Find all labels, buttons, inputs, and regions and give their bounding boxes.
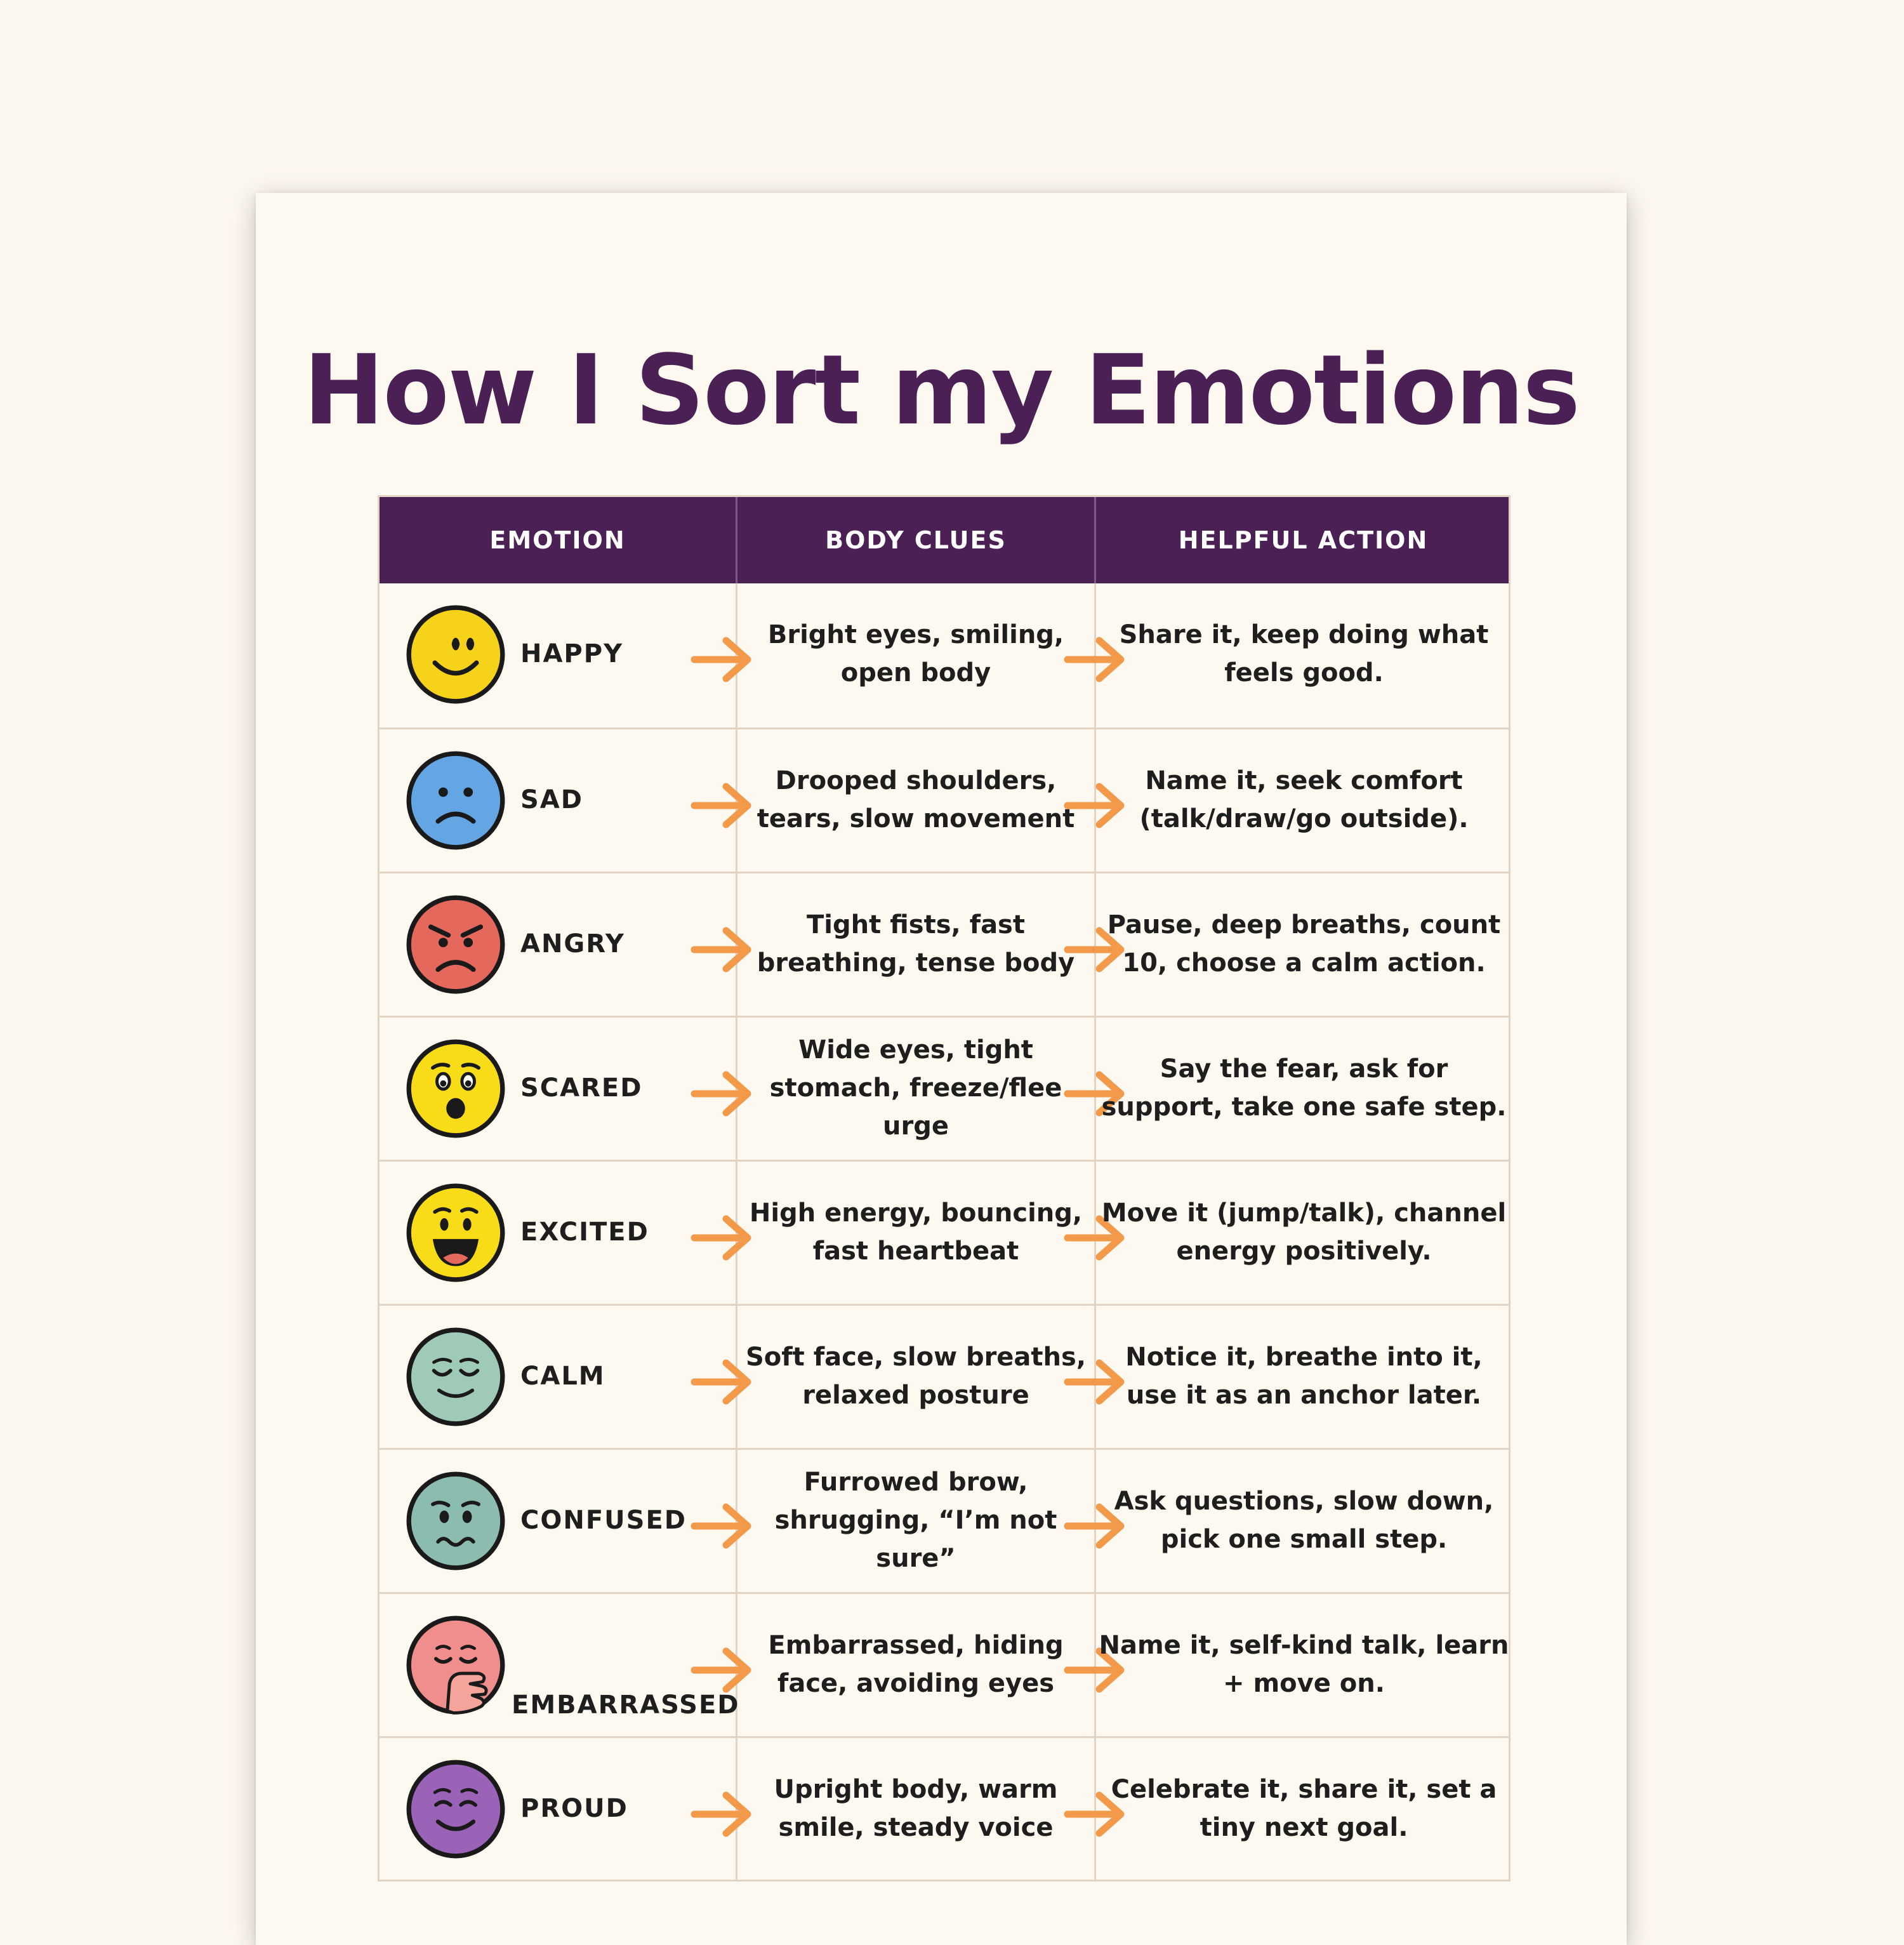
- body-clues-cell: Upright body, warm smile, steady voice: [774, 1775, 1058, 1842]
- helpful-action-cell: Notice it, breathe into it, use it as an anchor later.: [1125, 1343, 1483, 1410]
- proud-face-icon: [404, 1757, 508, 1861]
- excited-face-icon: [404, 1181, 508, 1285]
- emotion-label: CALM: [520, 1362, 605, 1391]
- column-header-helpful-action: HELPFUL ACTION: [1178, 526, 1429, 554]
- helpful-action-cell: Say the fear, ask for support, take one safe step.: [1101, 1054, 1507, 1122]
- emotion-label: HAPPY: [520, 639, 624, 668]
- emotion-label: EXCITED: [520, 1218, 649, 1247]
- table-row: [380, 1016, 1509, 1160]
- body-clues-cell: Embarrassed, hiding face, avoiding eyes: [768, 1631, 1064, 1698]
- emotion-label: SCARED: [520, 1073, 643, 1103]
- table-row: [380, 872, 1509, 1016]
- helpful-action-cell: Ask questions, slow down, pick one small step.: [1114, 1487, 1494, 1554]
- table-row: [380, 727, 1509, 872]
- helpful-action-cell: Move it (jump/talk), channel energy positively.: [1101, 1198, 1507, 1266]
- page-title: How I Sort my Emotions: [303, 334, 1579, 446]
- table-row: [380, 583, 1509, 728]
- happy-face-icon: [404, 602, 508, 707]
- confused-face-icon: [404, 1469, 508, 1573]
- body-clues-cell: Wide eyes, tight stomach, freeze/flee urge: [769, 1035, 1062, 1141]
- body-clues-cell: High energy, bouncing, fast heartbeat: [749, 1198, 1083, 1266]
- angry-face-icon: [404, 893, 508, 997]
- table-row: [380, 1736, 1509, 1881]
- body-clues-cell: Soft face, slow breaths, relaxed posture: [745, 1343, 1087, 1410]
- emotions-table: [378, 495, 1511, 1882]
- calm-face-icon: [404, 1325, 508, 1429]
- helpful-action-cell: Name it, self-kind talk, learn + move on.: [1099, 1631, 1509, 1698]
- emotion-label: SAD: [520, 785, 583, 814]
- body-clues-cell: Drooped shoulders, tears, slow movement: [757, 766, 1075, 833]
- helpful-action-cell: Pause, deep breaths, count 10, choose a calm action.: [1107, 910, 1501, 978]
- body-clues-cell: Bright eyes, smiling, open body: [767, 620, 1064, 687]
- table-row: [380, 1304, 1509, 1449]
- table-row: [380, 1592, 1509, 1737]
- scared-face-icon: [404, 1037, 508, 1141]
- embarrassed-face-icon: [404, 1613, 508, 1717]
- table-row: [380, 1160, 1509, 1304]
- helpful-action-cell: Name it, seek comfort (talk/draw/go outside).: [1139, 766, 1469, 833]
- sad-face-icon: [404, 748, 508, 853]
- column-header-emotion: EMOTION: [489, 526, 626, 554]
- emotion-label: EMBARRASSED: [512, 1690, 740, 1720]
- emotion-label: CONFUSED: [520, 1506, 687, 1535]
- table-row: [380, 1448, 1509, 1593]
- helpful-action-cell: Celebrate it, share it, set a tiny next goal.: [1111, 1775, 1497, 1842]
- table-header: [380, 497, 1509, 583]
- helpful-action-cell: Share it, keep doing what feels good.: [1119, 620, 1489, 687]
- emotion-label: ANGRY: [520, 929, 625, 959]
- column-header-body-clues: BODY CLUES: [825, 526, 1007, 554]
- body-clues-cell: Tight fists, fast breathing, tense body: [757, 910, 1075, 978]
- body-clues-cell: Furrowed brow, shrugging, “I’m not sure”: [774, 1468, 1057, 1573]
- emotion-label: PROUD: [520, 1794, 628, 1823]
